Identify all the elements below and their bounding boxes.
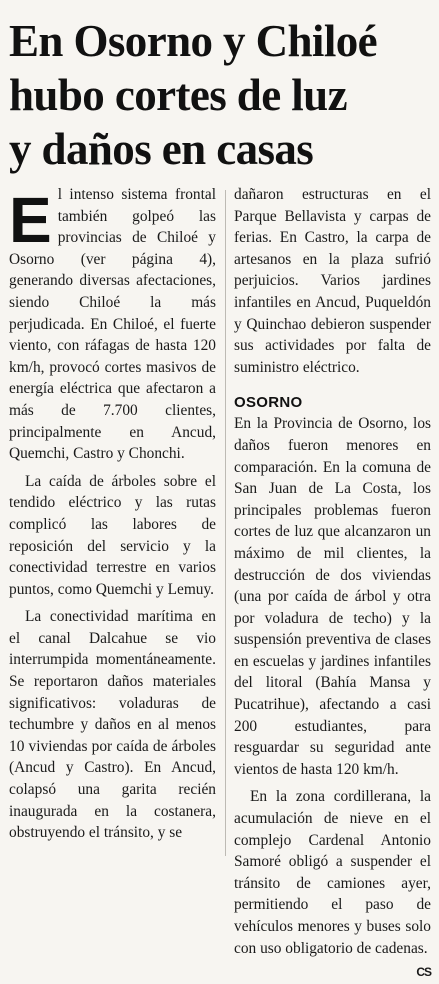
drop-cap: E	[9, 184, 52, 256]
end-mark: CS	[416, 965, 431, 980]
headline-line-3: y daños en casas	[9, 124, 314, 174]
column-divider	[225, 190, 226, 856]
headline-line-2: hubo cortes de luz	[9, 70, 347, 120]
paragraph-5-text: En la zona cordillerana, la acumulación de nieve en el complejo Cardenal Antonio Samoré obligó a suspender el tránsito de camiones ayer, permitiendo el paso de vehículos menores y buses solo con uso obligatorio de cadenas.	[234, 788, 431, 957]
headline	[9, 14, 431, 176]
headline-line-1: En Osorno y Chiloé	[9, 16, 378, 66]
paragraph-3-continued: dañaron estructuras en el Parque Bellavista y carpas de ferias. En Castro, la carpa de artesanos en la plaza sufrió perjuicios. Varios jardines infantiles en Ancud, Puqueldón y Quinchao debieron suspender sus actividades por falta de suministro eléctrico.	[234, 186, 431, 376]
paragraph-3: La conectividad marítima en el canal Dalcahue se vio interrumpida momentáneamente. Se reportaron daños materiales significativos: voladuras de techumbre y daños en al menos 10 viviendas por caída de árboles (Ancud y Castro). En Ancud, colapsó una garita recién inaugurada en la costanera, obstruyendo el tránsito, y se	[9, 608, 216, 842]
paragraph-1-text: l intenso sistema frontal también golpeó las provincias de Chiloé y Osorno (ver página 4), generando diversas afectaciones, siendo Chiloé la más perjudicada. En Chiloé, el fuerte viento, con ráfagas de hasta 120 km/h, provocó cortes masivos de energía eléctrica que afectaron a más de 7.700 clientes, principalmente en Ancud, Quemchi, Castro y Chonchi.	[9, 186, 216, 463]
paragraph-5	[234, 786, 431, 980]
column-left	[9, 184, 216, 844]
article-body	[9, 184, 431, 980]
paragraph-4: En la Provincia de Osorno, los daños fueron menores en comparación. En la comuna de San Juan de La Costa, los principales problemas fueron cortes de luz que alcanzaron un máximo de mil clientes, la destrucción de dos viviendas (una por caída de árbol y otra por voladura de techo) y la suspensión preventiva de clases en escuelas y jardines infantiles del litoral (Bahía Mansa y Pucatrihue), afectando a casi 200 estudiantes, para resguardar su seguridad ante vientos de hasta 120 km/h.	[234, 415, 431, 778]
section-subhead: OSORNO	[234, 394, 303, 412]
column-right	[234, 184, 431, 984]
paragraph-2: La caída de árboles sobre el tendido eléctrico y las rutas complicó las labores de reposición del servicio y la conectividad terrestre en varios puntos, como Quemchi y Lemuy.	[9, 472, 216, 598]
paragraph-1	[9, 184, 216, 465]
